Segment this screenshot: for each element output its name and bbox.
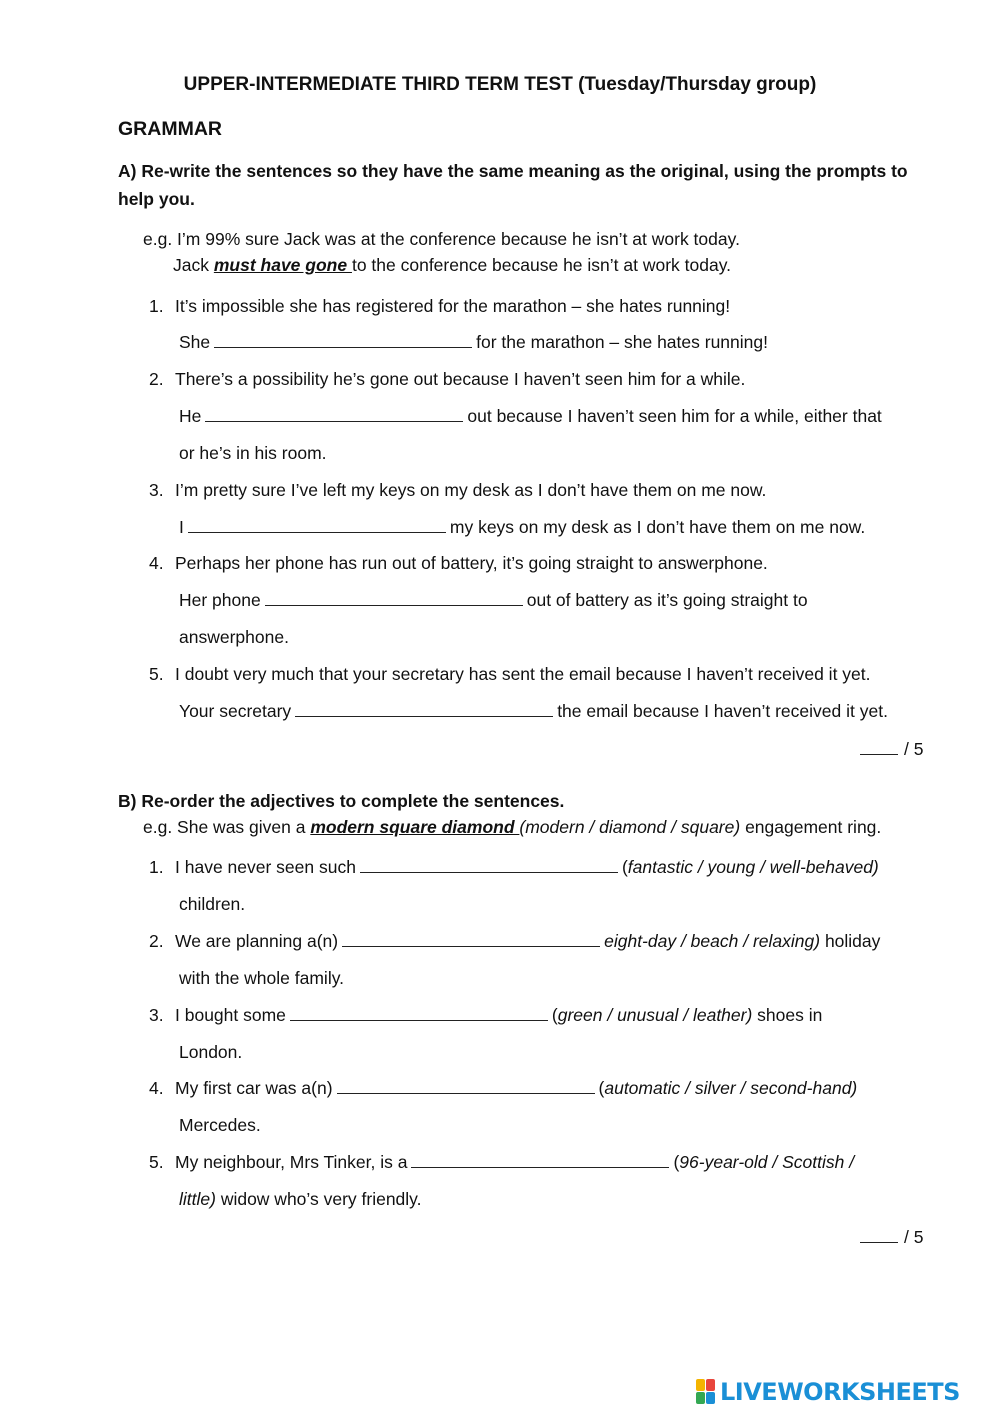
a2-number: 2. xyxy=(149,369,164,389)
b2-prompt: eight-day / beach / relaxing) xyxy=(604,931,821,951)
part-b-score xyxy=(860,1227,923,1248)
b2-suffix: holiday xyxy=(820,931,881,951)
b2-continuation: with the whole family. xyxy=(179,968,345,988)
a5-suffix: the email because I haven’t received it yet. xyxy=(557,701,888,721)
b4-prompt: automatic / silver / second-hand) xyxy=(604,1078,858,1098)
a2-question-row xyxy=(149,369,745,390)
liveworksheets-logo xyxy=(696,1378,960,1406)
part-b-score-blank xyxy=(860,1228,898,1243)
b1-continuation: children. xyxy=(179,894,246,914)
a1-question: It’s impossible she has registered for the marathon – she hates running! xyxy=(175,296,731,316)
b4-continuation: Mercedes. xyxy=(179,1115,261,1135)
a5-prefix: Your secretary xyxy=(179,701,292,721)
part-a-example-answer-line xyxy=(173,255,731,276)
section-heading: GRAMMAR xyxy=(118,118,222,140)
page-title: UPPER-INTERMEDIATE THIRD TERM TEST (Tuesday/Thursday group) xyxy=(183,74,817,95)
b2-prefix: We are planning a(n) xyxy=(175,931,339,951)
a5-answer-blank[interactable] xyxy=(295,702,553,717)
part-a-score xyxy=(860,739,923,760)
part-a-score-blank xyxy=(860,740,898,755)
a4-answer-row xyxy=(179,590,808,611)
a3-question-row xyxy=(149,480,766,501)
b-example-prompt: (modern / diamond / square) xyxy=(519,817,741,837)
part-b-example xyxy=(143,817,881,838)
b-example-suffix: engagement ring. xyxy=(740,817,882,837)
a5-number: 5. xyxy=(149,664,164,684)
a5-answer-row xyxy=(179,701,888,722)
part-b-instruction: B) Re-order the adjectives to complete the sentences. xyxy=(118,791,565,811)
a1-prefix: She xyxy=(179,332,211,352)
b5-continuation-prompt: little) xyxy=(179,1189,216,1209)
a2-answer-blank[interactable] xyxy=(205,407,463,422)
part-b-score-total: / 5 xyxy=(904,1227,924,1247)
part-a-score-total: / 5 xyxy=(904,739,924,759)
b5-continuation-row xyxy=(179,1189,422,1210)
b4-prefix: My first car was a(n) xyxy=(175,1078,333,1098)
b4-row xyxy=(149,1078,857,1099)
example-answer: must have gone xyxy=(213,255,352,275)
a3-number: 3. xyxy=(149,480,164,500)
b4-open: ( xyxy=(598,1078,605,1098)
a4-question: Perhaps her phone has run out of battery, it’s going straight to answerphone. xyxy=(175,553,768,573)
a1-question-row xyxy=(149,296,730,317)
a4-prefix: Her phone xyxy=(179,590,261,610)
b1-prompt: fantastic / young / well-behaved) xyxy=(627,857,879,877)
b2-row xyxy=(149,931,880,952)
b5-prompt: 96-year-old / Scottish / xyxy=(679,1152,855,1172)
a1-suffix: for the marathon – she hates running! xyxy=(476,332,768,352)
b-example-answer: modern square diamond xyxy=(310,817,520,837)
b4-answer-blank[interactable] xyxy=(337,1079,595,1094)
a5-question: I doubt very much that your secretary has sent the email because I haven’t received it yet. xyxy=(175,664,871,684)
a3-prefix: I xyxy=(179,517,184,537)
a1-number: 1. xyxy=(149,296,164,316)
a2-prefix: He xyxy=(179,406,202,426)
a4-suffix: out of battery as it’s going straight to xyxy=(526,590,808,610)
b1-answer-blank[interactable] xyxy=(360,858,618,873)
a3-answer-row xyxy=(179,517,865,538)
a2-suffix: out because I haven’t seen him for a while, either that xyxy=(467,406,882,426)
b3-suffix: shoes in xyxy=(752,1005,823,1025)
a5-question-row xyxy=(149,664,871,685)
part-a-instruction-line1: A) Re-write the sentences so they have the same meaning as the original, using the prompts to xyxy=(118,161,908,181)
logo-text: LIVEWORKSHEETS xyxy=(720,1378,960,1406)
a1-answer-blank[interactable] xyxy=(214,333,472,348)
b1-prefix: I have never seen such xyxy=(175,857,356,877)
a2-question: There’s a possibility he’s gone out because I haven’t seen him for a while. xyxy=(175,369,746,389)
a3-question: I’m pretty sure I’ve left my keys on my desk as I don’t have them on me now. xyxy=(175,480,767,500)
b3-answer-blank[interactable] xyxy=(290,1006,548,1021)
b1-open: ( xyxy=(621,857,628,877)
b1-number: 1. xyxy=(149,857,164,877)
b5-open: ( xyxy=(673,1152,680,1172)
a3-suffix: my keys on my desk as I don’t have them on me now. xyxy=(449,517,866,537)
part-a-instruction-line2: help you. xyxy=(118,189,195,209)
b4-number: 4. xyxy=(149,1078,164,1098)
b5-prefix: My neighbour, Mrs Tinker, is a xyxy=(175,1152,408,1172)
b1-row xyxy=(149,857,879,878)
b3-prompt: green / unusual / leather) xyxy=(557,1005,753,1025)
a3-answer-blank[interactable] xyxy=(188,518,446,533)
a4-question-row xyxy=(149,553,768,574)
b2-number: 2. xyxy=(149,931,164,951)
example-prefix: Jack xyxy=(173,255,214,275)
a1-answer-row xyxy=(179,332,768,353)
b3-open: ( xyxy=(551,1005,558,1025)
b-example-prefix: e.g. She was given a xyxy=(143,817,311,837)
b5-answer-blank[interactable] xyxy=(411,1153,669,1168)
b5-number: 5. xyxy=(149,1152,164,1172)
b5-row xyxy=(149,1152,854,1173)
a4-answer-blank[interactable] xyxy=(265,591,523,606)
a4-number: 4. xyxy=(149,553,164,573)
logo-mark-icon xyxy=(696,1379,716,1405)
a2-continuation: or he’s in his room. xyxy=(179,443,327,463)
b5-continuation: widow who’s very friendly. xyxy=(215,1189,422,1209)
a4-continuation: answerphone. xyxy=(179,627,289,647)
part-a-example-question: e.g. I’m 99% sure Jack was at the conference because he isn’t at work today. xyxy=(143,229,740,249)
example-suffix: to the conference because he isn’t at work today. xyxy=(351,255,732,275)
a2-answer-row xyxy=(179,406,882,427)
b3-prefix: I bought some xyxy=(175,1005,286,1025)
b3-row xyxy=(149,1005,822,1026)
b2-answer-blank[interactable] xyxy=(342,932,600,947)
b3-number: 3. xyxy=(149,1005,164,1025)
b3-continuation: London. xyxy=(179,1042,243,1062)
